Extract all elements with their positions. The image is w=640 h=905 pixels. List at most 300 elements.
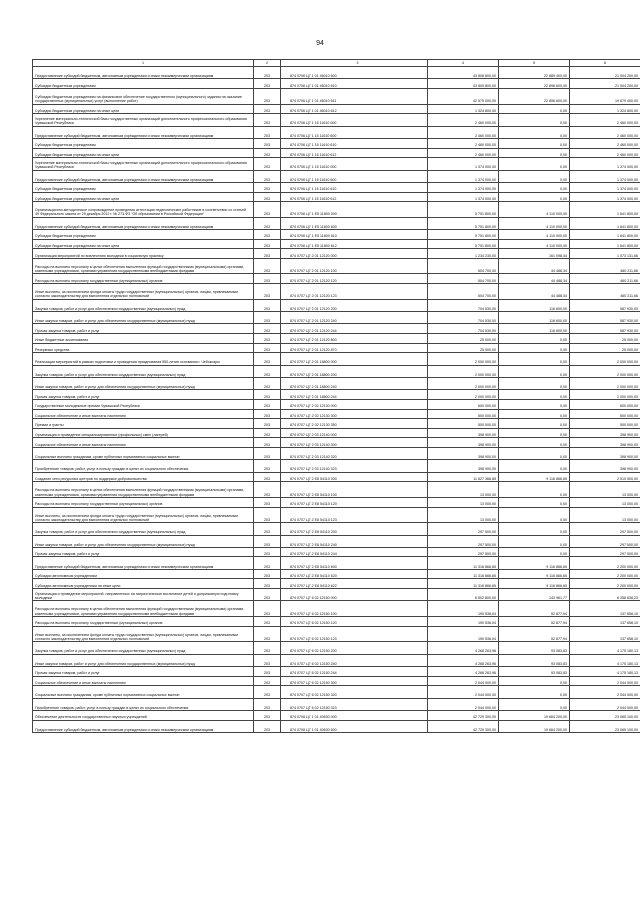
row-value-total: 398 900,00 [428,447,499,459]
row-value-total: 1 374 000,00 [428,192,499,202]
row-value-republic: 25 000,00 [570,343,640,353]
table-row [33,460,640,472]
table-row [33,557,640,569]
row-value-total: 1 324 800,00 [428,104,499,114]
row-value-total: 398 900,00 [428,438,499,448]
table-row [33,258,640,274]
table-row [33,472,640,482]
row-classification: 874 0707 Ц7 2 Е8 54110 200 [281,523,428,535]
row-value-total: 11 316 866,65 [428,579,499,589]
row-value-total: 398 900,00 [428,428,499,438]
row-value-republic: 25 000,00 [570,334,640,344]
table-row [33,202,640,218]
row-description: Иные закупки товаров, работ и услуг для обеспечения государственных (муниципальных) нужд [33,312,254,324]
row-value-total: 5 751 800,00 [428,239,499,249]
column-header: 3 [281,60,428,67]
row-value-republic: 2 044 000,00 [570,698,640,710]
row-code: 203 [254,547,281,557]
row-description: Иные закупки товаров, работ и услуг для обеспечения государственных (муниципальных) нужд [33,378,254,390]
row-value-republic: 2 460 000,00 [570,126,640,138]
row-classification: 874 0707 Ц7 2 01 12120 000 [281,249,428,259]
row-value-total: 25 000,00 [428,334,499,344]
row-value-federal: 0,00 [499,126,570,138]
row-value-federal: 22 889 400,00 [499,67,570,79]
row-description: Субсидии бюджетным учреждениям на иные цели [33,239,254,249]
row-code: 203 [254,523,281,535]
row-description: Социальное обеспечение и иные выплаты населению [33,409,254,419]
row-value-republic: 1 073 131,66 [570,249,640,259]
row-code: 203 [254,104,281,114]
row-value-total: 4 268 263,96 [428,667,499,677]
row-classification: 874 0707 Ц7 2 02 12130 350 [281,419,428,429]
row-value-republic: 1 324 800,00 [570,104,640,114]
row-value-federal: 0,00 [499,676,570,686]
row-value-republic: 460 211,66 [570,274,640,284]
row-code: 203 [254,114,281,126]
row-classification: 874 0706 Ц7 1 15 11610 000 [281,114,428,126]
row-classification: 874 0706 Ц7 1 Е5 11800 600 [281,217,428,229]
row-value-federal: 0,00 [499,399,570,409]
row-value-republic: 1 374 000,00 [570,158,640,170]
row-value-republic: 297 500,00 [570,523,640,535]
row-code: 203 [254,158,281,170]
row-classification: 874 0707 Ц7 6 02 12150 000 [281,589,428,601]
row-value-federal: 9 116 866,65 [499,472,570,482]
row-value-federal: 0,00 [499,138,570,148]
row-value-republic: 23 065 100,00 [570,710,640,720]
row-description: Субсидии автономным учреждениям [33,569,254,579]
row-classification: 874 0707 Ц7 2 01 12120 100 [281,258,428,274]
row-description: Предоставление субсидий бюджетным, автономным учреждениям и иным некоммерческим организациям [33,217,254,229]
row-code: 203 [254,557,281,569]
row-value-total: 2 044 000,00 [428,686,499,698]
row-value-republic: 137 658,10 [570,626,640,642]
row-classification: 874 0707 Ц7 6 02 12150 323 [281,698,428,710]
table-row [33,626,640,642]
row-value-federal: 0,00 [499,686,570,698]
row-classification: 874 0708 Ц7 1 01 40630 000 [281,710,428,720]
row-description: Создание сети ресурсных центров по поддержке добровольчества [33,472,254,482]
row-description: Расходы на выплаты персоналу в целях обеспечения выполнения функций государственными (муниципальными) органами, казенными учреждениями, органами управления государственными внебюджетными фондами [33,601,254,617]
row-value-republic: 2 200 000,00 [570,579,640,589]
row-value-federal: 0,00 [499,535,570,547]
row-value-republic: 2 510 500,00 [570,472,640,482]
row-description: Предоставление субсидий бюджетным, автономным учреждениям и иным некоммерческим организациям [33,720,254,732]
row-description: Субсидии бюджетным учреждениям [33,79,254,89]
row-value-federal: 44 488,34 [499,284,570,300]
row-value-total: 4 268 263,96 [428,654,499,666]
table-row [33,617,640,627]
row-classification: 874 0707 Ц7 2 Е8 54110 622 [281,579,428,589]
row-classification: 874 0707 Ц7 2 Е8 54110 600 [281,557,428,569]
row-value-total: 5 751 800,00 [428,230,499,240]
row-description: Субсидии бюджетным учреждениям на финансовое обеспечение государственного (муниципального) задания на оказание государственных (муниципальных) услуг (выполнение работ) [33,88,254,104]
row-value-total: 704 530,00 [428,299,499,311]
row-code: 203 [254,601,281,617]
row-classification: 874 0706 Ц7 1 15 11610 610 [281,138,428,148]
row-code: 203 [254,535,281,547]
row-value-republic: 1 374 000,00 [570,182,640,192]
row-classification: 874 0707 Ц7 2 01 12120 870 [281,343,428,353]
row-value-federal: 9 116 866,65 [499,569,570,579]
row-description: Резервные средства [33,343,254,353]
row-value-republic: 2 000 000,00 [570,365,640,377]
row-description: Закупка товаров, работ и услуг для обеспечения государственных (муниципальных) нужд [33,299,254,311]
row-value-federal: 0,00 [499,334,570,344]
row-description: Укрепление материально-технической базы государственных организаций дополнительного профессионального образования Чувашской Республики [33,114,254,126]
row-code: 203 [254,579,281,589]
row-description: Прочая закупка товаров, работ и услуг [33,547,254,557]
row-value-total: 42 575 000,00 [428,88,499,104]
row-value-federal: 44 488,34 [499,274,570,284]
row-value-federal: 0,00 [499,438,570,448]
row-value-total: 43 808 800,00 [428,67,499,79]
row-value-federal: 0,00 [499,390,570,400]
row-value-republic: 2 000 000,00 [570,390,640,400]
row-code: 203 [254,217,281,229]
row-value-republic: 19 679 400,00 [570,88,640,104]
row-value-total: 297 500,00 [428,547,499,557]
table-row [33,698,640,710]
row-value-federal: 0,00 [499,497,570,507]
row-code: 203 [254,497,281,507]
table-row [33,170,640,182]
row-value-republic: 587 930,00 [570,324,640,334]
row-classification: 874 0707 Ц7 2 01 18800 240 [281,378,428,390]
row-value-federal: 52 877,94 [499,626,570,642]
table-row [33,507,640,523]
table-row [33,126,640,138]
row-value-total: 11 627 366,65 [428,472,499,482]
table-row [33,138,640,148]
row-classification: 874 0706 Ц7 1 15 11610 612 [281,148,428,158]
row-classification: 874 0706 Ц7 1 15 11610 600 [281,126,428,138]
row-code: 203 [254,710,281,720]
row-classification: 874 0706 Ц7 1 01 46010 611 [281,88,428,104]
row-description: Государственные молодежные премии Чувашской Республики [33,399,254,409]
row-value-republic: 600 000,00 [570,399,640,409]
row-value-republic: 2 460 000,00 [570,138,640,148]
row-value-federal: 0,00 [499,104,570,114]
row-value-republic: 587 930,00 [570,299,640,311]
row-value-federal: 0,00 [499,482,570,498]
table-row [33,399,640,409]
table-row [33,667,640,677]
row-description: Субсидии бюджетным учреждениям [33,230,254,240]
table-row [33,312,640,324]
row-value-federal: 19 664 200,00 [499,720,570,732]
row-code: 203 [254,626,281,642]
table-row [33,438,640,448]
row-classification: 874 0706 Ц7 1 Е5 11800 000 [281,202,428,218]
table-row [33,239,640,249]
row-value-total: 1 374 000,00 [428,158,499,170]
row-value-republic: 13 000,00 [570,507,640,523]
row-value-republic: 137 658,10 [570,617,640,627]
row-classification: 874 0707 Ц7 2 01 12120 120 [281,274,428,284]
row-description: Субсидии автономным учреждениям на иные цели [33,579,254,589]
row-value-federal: 0,00 [499,428,570,438]
table-row [33,589,640,601]
row-classification: 874 0707 Ц7 2 03 12140 320 [281,447,428,459]
row-value-republic: 398 900,00 [570,438,640,448]
row-classification: 874 0707 Ц7 2 Е8 54110 120 [281,497,428,507]
row-value-total: 2 044 000,00 [428,698,499,710]
row-classification: 874 0707 Ц7 2 03 12140 323 [281,460,428,472]
row-value-federal: 9 116 866,65 [499,557,570,569]
row-code: 203 [254,460,281,472]
row-classification: 874 0707 Ц7 2 Е8 54110 244 [281,547,428,557]
row-value-federal: 0,00 [499,353,570,365]
row-code: 203 [254,182,281,192]
table-row [33,390,640,400]
table-row [33,686,640,698]
row-value-total: 4 268 263,96 [428,642,499,654]
table-row [33,274,640,284]
row-value-total: 6 502 800,00 [428,589,499,601]
row-code: 203 [254,239,281,249]
row-value-federal: 19 664 200,00 [499,710,570,720]
row-classification: 874 0707 Ц7 6 02 12150 100 [281,601,428,617]
row-classification: 874 0707 Ц7 6 02 12150 123 [281,626,428,642]
row-value-republic: 1 641 800,00 [570,202,640,218]
row-value-federal: 0,00 [499,378,570,390]
row-value-total: 2 460 000,00 [428,138,499,148]
row-code: 203 [254,409,281,419]
row-value-republic: 23 065 100,00 [570,720,640,732]
row-code: 203 [254,399,281,409]
row-value-republic: 460 211,66 [570,258,640,274]
row-description: Иные выплаты, за исключением фонда оплаты труда государственных (муниципальных) органов, лицам, привлекаемым согласно законодательству для выполнения отдельных полномочий [33,626,254,642]
row-description: Премии и гранты [33,419,254,429]
row-classification: 874 0707 Ц7 6 02 12150 200 [281,642,428,654]
table-row [33,148,640,158]
row-code: 203 [254,720,281,732]
row-classification: 874 0706 Ц7 1 15 11610 612 [281,192,428,202]
row-classification: 874 0707 Ц7 2 01 12120 200 [281,299,428,311]
column-header: 2 [254,60,281,67]
table-row [33,217,640,229]
table-row [33,419,640,429]
row-value-republic: 2 044 000,00 [570,686,640,698]
row-description: Прочая закупка товаров, работ и услуг [33,324,254,334]
row-value-total: 13 000,00 [428,507,499,523]
table-row [33,284,640,300]
table-row [33,365,640,377]
table-row [33,114,640,126]
row-description: Субсидии бюджетным учреждениям на иные цели [33,104,254,114]
row-classification: 874 0707 Ц7 2 02 12130 000 [281,399,428,409]
row-value-republic: 6 358 838,23 [570,589,640,601]
row-value-federal: 0,00 [499,192,570,202]
row-value-total: 1 234 230,00 [428,249,499,259]
page-number: 94 [316,40,324,47]
column-header: 1 [33,60,254,67]
column-header: 4 [428,60,499,67]
row-description: Социальные выплаты гражданам, кроме публичных нормативных социальных выплат [33,447,254,459]
row-value-total: 2 044 000,00 [428,676,499,686]
row-classification: 874 0706 Ц7 1 15 11610 600 [281,170,428,182]
row-value-republic: 297 500,00 [570,547,640,557]
row-value-federal: 0,00 [499,182,570,192]
row-value-republic: 2 000 000,00 [570,353,640,365]
row-value-federal: 161 098,34 [499,249,570,259]
row-description: Предоставление субсидий бюджетным, автономным учреждениям и иным некоммерческим организациям [33,126,254,138]
row-code: 203 [254,438,281,448]
row-value-federal: 93 083,83 [499,667,570,677]
row-value-total: 500 000,00 [428,409,499,419]
row-classification: 874 0707 Ц7 6 02 12150 240 [281,654,428,666]
row-code: 203 [254,365,281,377]
row-description: Организационно-методическое сопровождение проведения аттестации педагогических работников в соответствии со статьей 49 Федерального закона от 29 декабря 2012 г. № 273-ФЗ "Об образовании в Российской Федерации" [33,202,254,218]
table-row [33,299,640,311]
row-classification: 874 0707 Ц7 2 01 18800 244 [281,390,428,400]
row-value-total: 2 460 000,00 [428,126,499,138]
row-code: 203 [254,88,281,104]
row-value-republic: 1 641 800,00 [570,239,640,249]
row-description: Иные выплаты, за исключением фонда оплаты труда государственных (муниципальных) органов, лицам, привлекаемым согласно законодательству для выполнения отдельных полномочий [33,507,254,523]
row-value-republic: 500 000,00 [570,419,640,429]
row-value-federal: 4 110 000,00 [499,230,570,240]
row-description: Социальные выплаты гражданам, кроме публичных нормативных социальных выплат [33,686,254,698]
row-value-republic: 297 500,00 [570,535,640,547]
table-row [33,482,640,498]
table-row [33,523,640,535]
row-value-total: 5 751 800,00 [428,202,499,218]
row-value-republic: 137 658,10 [570,601,640,617]
budget-table [32,59,640,733]
row-value-total: 190 536,04 [428,617,499,627]
row-value-republic: 4 175 180,13 [570,642,640,654]
row-classification: 874 0707 Ц7 2 01 12120 244 [281,324,428,334]
row-code: 203 [254,67,281,79]
table-row [33,182,640,192]
table-row [33,353,640,365]
row-value-federal: 0,00 [499,365,570,377]
row-code: 203 [254,138,281,148]
row-code: 203 [254,170,281,182]
row-value-federal: 143 961,77 [499,589,570,601]
row-classification: 874 0706 Ц7 1 15 11610 000 [281,158,428,170]
table-row [33,601,640,617]
row-value-total: 600 000,00 [428,399,499,409]
row-value-total: 190 536,04 [428,601,499,617]
row-code: 203 [254,353,281,365]
row-classification: 874 0708 Ц7 1 01 40630 600 [281,720,428,732]
row-description: Иные закупки товаров, работ и услуг для обеспечения государственных (муниципальных) нужд [33,654,254,666]
row-description: Закупка товаров, работ и услуг для обеспечения государственных (муниципальных) нужд [33,642,254,654]
row-value-republic: 2 460 000,00 [570,114,640,126]
row-value-federal: 4 110 000,00 [499,239,570,249]
row-code: 203 [254,472,281,482]
row-classification: 874 0707 Ц7 2 01 18800 000 [281,353,428,365]
row-value-total: 704 530,00 [428,324,499,334]
row-value-federal: 0,00 [499,523,570,535]
table-row [33,249,640,259]
row-code: 203 [254,447,281,459]
row-classification: 874 0707 Ц7 2 03 12140 300 [281,438,428,448]
row-value-federal: 0,00 [499,170,570,182]
row-classification: 874 0706 Ц7 1 01 46010 600 [281,67,428,79]
row-code: 203 [254,667,281,677]
row-value-total: 504 700,00 [428,274,499,284]
row-value-federal: 116 600,00 [499,324,570,334]
table-row [33,79,640,89]
row-code: 203 [254,334,281,344]
row-code: 203 [254,79,281,89]
row-classification: 874 0707 Ц7 2 03 12140 000 [281,428,428,438]
row-description: Предоставление субсидий бюджетным, автономным учреждениям и иным некоммерческим организациям [33,170,254,182]
row-description: Социальное обеспечение и иные выплаты населению [33,676,254,686]
table-row [33,192,640,202]
row-value-republic: 21 004 200,00 [570,79,640,89]
row-classification: 874 0707 Ц7 2 Е8 54110 620 [281,569,428,579]
row-value-federal: 0,00 [499,447,570,459]
row-value-federal: 93 083,83 [499,642,570,654]
row-code: 203 [254,654,281,666]
row-value-republic: 460 211,66 [570,284,640,300]
table-row [33,497,640,507]
row-code: 203 [254,642,281,654]
row-description: Прочая закупка товаров, работ и услуг [33,390,254,400]
row-code: 203 [254,378,281,390]
row-description: Организация и проведение мероприятий, направленных на патриотическое воспитание детей и допризывную подготовку молодежи [33,589,254,601]
row-code: 203 [254,284,281,300]
row-description: Организация и проведение специализированных (профильных) смен (лагерей) [33,428,254,438]
row-value-republic: 13 000,00 [570,497,640,507]
row-description: Закупка товаров, работ и услуг для обеспечения государственных (муниципальных) нужд [33,523,254,535]
row-value-total: 11 316 866,65 [428,557,499,569]
row-value-republic: 4 175 180,13 [570,667,640,677]
table-row [33,710,640,720]
row-value-republic: 398 900,00 [570,460,640,472]
table-row [33,676,640,686]
row-value-total: 297 500,00 [428,535,499,547]
table-row [33,324,640,334]
row-description: Субсидии бюджетным учреждениям [33,182,254,192]
row-value-total: 704 530,00 [428,312,499,324]
row-value-federal: 22 896 600,00 [499,88,570,104]
row-value-total: 190 536,04 [428,626,499,642]
row-classification: 874 0706 Ц7 1 15 11610 610 [281,182,428,192]
row-value-republic: 2 200 000,00 [570,569,640,579]
row-classification: 874 0707 Ц7 2 01 18800 200 [281,365,428,377]
row-description: Расходы на выплаты персоналу государственных (муниципальных) органов [33,274,254,284]
row-value-republic: 2 044 000,00 [570,676,640,686]
column-header: 6 [570,60,640,67]
table-row [33,409,640,419]
row-value-total: 2 000 000,00 [428,365,499,377]
row-value-republic: 2 000 000,00 [570,378,640,390]
table-row [33,88,640,104]
row-code: 203 [254,390,281,400]
row-classification: 874 0707 Ц7 2 02 12130 300 [281,409,428,419]
table-row [33,230,640,240]
row-value-total: 1 374 000,00 [428,182,499,192]
row-value-federal: 0,00 [499,409,570,419]
row-code: 203 [254,312,281,324]
row-code: 203 [254,698,281,710]
row-code: 203 [254,428,281,438]
row-classification: 874 0706 Ц7 1 Е5 11800 612 [281,239,428,249]
row-description: Организация мероприятий по вовлечению молодежи в социальную практику [33,249,254,259]
table-row [33,642,640,654]
row-value-total: 1 374 000,00 [428,170,499,182]
row-value-total: 42 729 300,00 [428,710,499,720]
table-row [33,654,640,666]
row-code: 203 [254,258,281,274]
row-value-total: 25 000,00 [428,343,499,353]
